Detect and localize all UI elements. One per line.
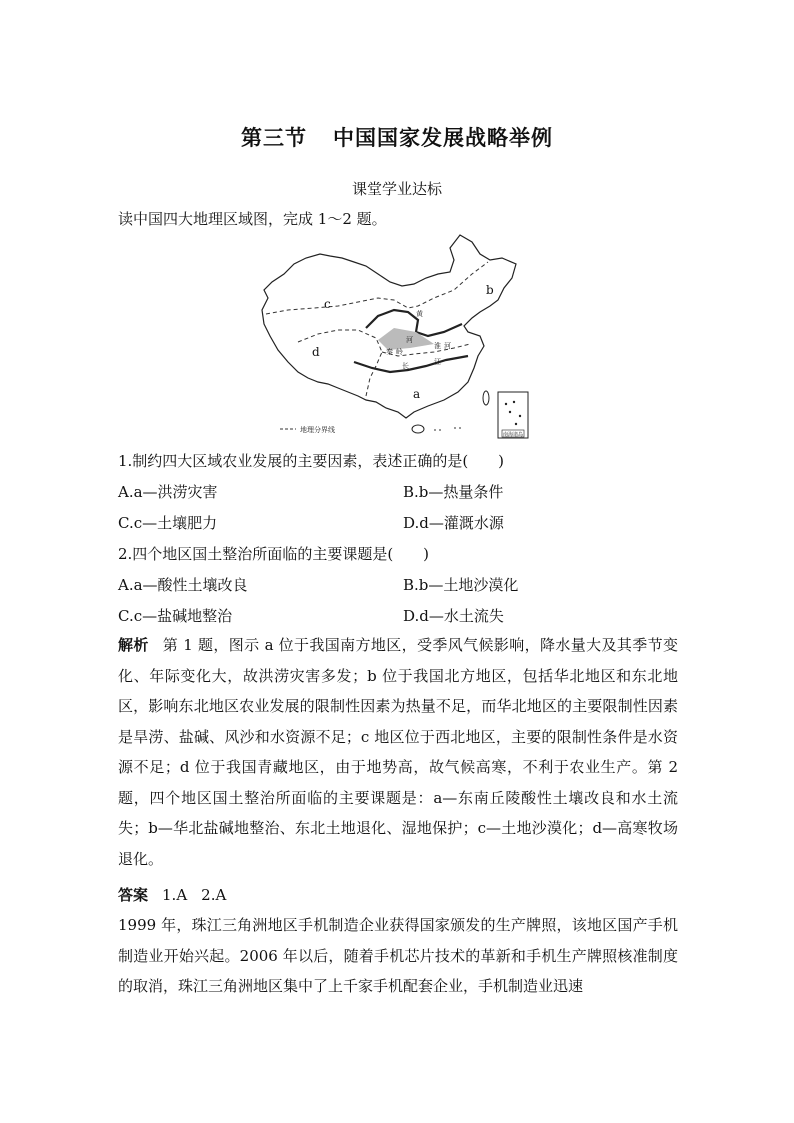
inset-label: 南海诸岛 — [503, 432, 524, 438]
q1-option-d: D.d—灌溉水源 — [403, 514, 504, 532]
question-intro: 读中国四大地理区域图，完成 1～2 题。 — [118, 210, 387, 228]
label-he1: 河 — [406, 336, 413, 344]
boundary-qinghai-tibet — [298, 330, 382, 396]
q1-option-c: C.c—土壤肥力 — [118, 514, 218, 532]
page-title — [0, 122, 794, 152]
q2-option-d: D.d—水土流失 — [403, 607, 504, 625]
label-he2: 河 — [444, 342, 451, 350]
boundary-north-northwest — [266, 262, 488, 314]
q1-option-b: B.b—热量条件 — [403, 483, 504, 501]
answer-line — [118, 884, 226, 905]
section-subtitle: 课堂学业达标 — [351, 180, 442, 198]
yangtze-river — [354, 356, 468, 372]
label-ling: 岭 — [396, 348, 403, 356]
analysis-text: 第 1 题，图示 a 位于我国南方地区，受季风气候影响，降水量大及其季节变化、年际变化大，故洪涝灾害多发；b 位于我国北方地区，包括华北地区和东北地区，影响东北地区农业发展的限制性因素为热量不足，而华北地区的主要限制性因素是旱涝、盐碱、风沙和水资源不足；c 地区位于西北地区，主要的限制性条件是水资源不足；d 位于我国青藏地区，由于地势高，故气候高寒，不利于农业生产。第 2 题，四个地区国土整治所面临的主要课题是：a—东南丘陵酸性土壤改良和水土流失；b—华北盐碱地整治、东北土地退化、湿地保护；c—土地沙漠化；d—高寒牧场退化。 — [118, 636, 678, 868]
q2-option-b: B.b—土地沙漠化 — [403, 576, 519, 594]
legend-label: 地理分界线 — [300, 426, 335, 434]
label-qin: 秦 — [386, 348, 393, 356]
question-2-stem: 2.四个地区国土整治所面临的主要课题是( ) — [118, 545, 430, 563]
china-outline — [262, 235, 516, 418]
q1-option-a: A.a—洪涝灾害 — [118, 483, 218, 501]
south-sea-dashes — [434, 428, 464, 430]
question-1-stem: 1.制约四大区域农业发展的主要因素，表述正确的是( ) — [118, 452, 505, 470]
taiwan-island — [483, 391, 489, 405]
q2-option-c: C.c—盐碱地整治 — [118, 607, 233, 625]
section-number: 第三节 — [241, 125, 307, 150]
label-chang: 长 — [402, 362, 409, 370]
china-regions-map — [258, 232, 533, 442]
answer-label: 答案 — [118, 886, 149, 904]
region-label-c: c — [324, 297, 331, 311]
region-label-b: b — [486, 283, 494, 297]
section-title: 中国国家发展战略举例 — [333, 125, 553, 150]
hainan-island — [412, 425, 424, 433]
analysis-paragraph — [118, 630, 678, 874]
answer-2: 2.A — [201, 886, 227, 904]
region-label-a: a — [413, 387, 421, 401]
region-label-d: d — [312, 345, 320, 359]
label-huai: 淮 — [434, 342, 441, 350]
label-huang: 黄 — [416, 310, 423, 318]
q2-option-a: A.a—酸性土壤改良 — [118, 576, 248, 594]
answer-1: 1.A — [162, 886, 188, 904]
passage-paragraph: 1999 年，珠江三角洲地区手机制造企业获得国家颁发的生产牌照，该地区国产手机制造业开始兴起。2006 年以后，随着手机芯片技术的革新和手机生产牌照核准制度的取消，珠江三角洲地区集中了上千家手机配套企业，手机制造业迅速 — [118, 916, 678, 995]
analysis-label: 解析 — [118, 636, 149, 654]
label-jiang: 江 — [434, 358, 441, 366]
